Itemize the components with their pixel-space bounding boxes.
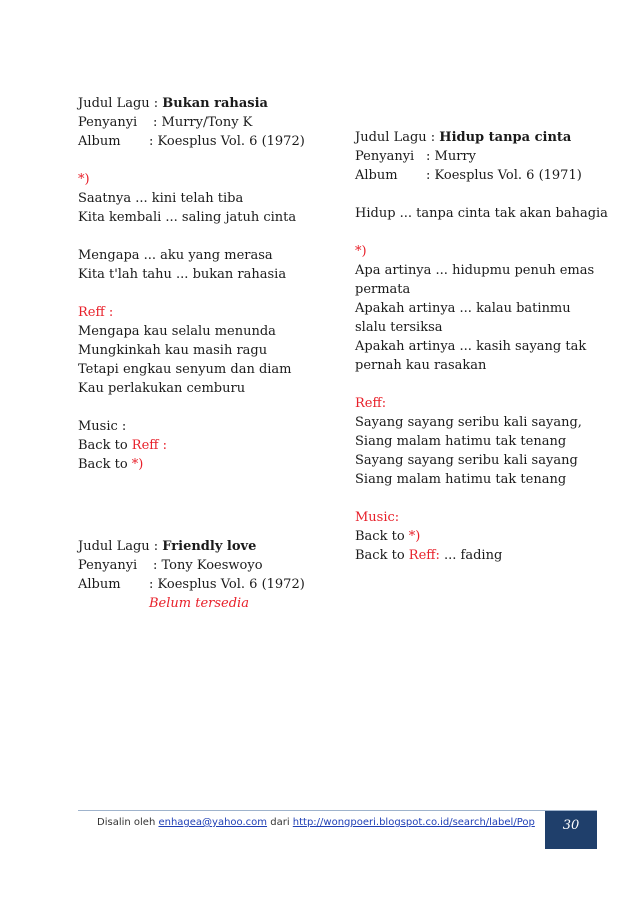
spacer (78, 151, 305, 170)
back-to-line (355, 546, 608, 565)
music-label: Music : (78, 419, 127, 434)
reff-line: Tetapi engkau senyum dan diam (78, 362, 292, 377)
footer-middle: dari (267, 817, 293, 828)
back-to-text: Back to (78, 438, 132, 453)
back-target: *) (131, 457, 144, 472)
verse-marker: *) (78, 172, 90, 187)
verse-line: pernah kau rasakan (355, 358, 487, 373)
song-hidup-tanpa-cinta (355, 128, 608, 565)
album-line (78, 132, 305, 151)
album-label: Album (355, 168, 398, 183)
song-title: Hidup tanpa cinta (439, 130, 572, 145)
singer-line (78, 113, 305, 132)
song-friendly-love (78, 537, 305, 613)
reff-line: Mungkinkah kau masih ragu (78, 343, 268, 358)
singer-value: : Tony Koeswoyo (153, 558, 263, 573)
lyric-line: Kita kembali ... saling jatuh cinta (78, 210, 297, 225)
footer-prefix: Disalin oleh (97, 817, 159, 828)
verse-line: permata (355, 282, 411, 297)
verse-line: Apakah artinya ... kasih sayang tak (355, 339, 587, 354)
verse-line: Apakah artinya ... kalau batinmu (355, 301, 571, 316)
spacer (355, 375, 608, 394)
verse-marker: *) (355, 244, 367, 259)
back-suffix: ... fading (439, 548, 503, 563)
song-title-line (78, 537, 305, 556)
back-to-line (355, 527, 608, 546)
verse-line: Apa artinya ... hidupmu penuh emas (355, 263, 595, 278)
footer-credit (97, 817, 535, 828)
back-target: Reff: (408, 548, 440, 563)
album-label: Album (78, 577, 121, 592)
back-target: *) (408, 529, 421, 544)
spacer (355, 489, 608, 508)
album-label: Album (78, 134, 121, 149)
back-to-text: Back to (355, 529, 409, 544)
reff-line: Siang malam hatimu tak tenang (355, 434, 567, 449)
reff-line: Sayang sayang seribu kali sayang (355, 453, 578, 468)
reff-label: Reff : (78, 305, 114, 320)
singer-value: : Murry/Tony K (153, 115, 253, 130)
footer-divider (78, 810, 597, 811)
lyric-line: Saatnya ... kini telah tiba (78, 191, 244, 206)
singer-label: Penyanyi (355, 149, 415, 164)
status-note: Belum tersedia (149, 596, 249, 611)
reff-label: Reff: (355, 396, 387, 411)
reff-line: Siang malam hatimu tak tenang (355, 472, 567, 487)
footer-email-link[interactable]: enhagea@yahoo.com (158, 817, 268, 828)
song-title: Bukan rahasia (162, 96, 268, 111)
footer-url-link[interactable]: http://wongpoeri.blogspot.co.id/search/label/Pop (292, 817, 535, 828)
singer-line (355, 147, 608, 166)
album-line (355, 166, 608, 185)
spacer (355, 223, 608, 242)
back-to-line (78, 436, 305, 455)
song-title: Friendly love (162, 539, 257, 554)
singer-label: Penyanyi (78, 558, 138, 573)
title-label: Judul Lagu : (78, 539, 163, 554)
album-value: : Koesplus Vol. 6 (1972) (149, 134, 305, 149)
lyric-line: Kita t'lah tahu ... bukan rahasia (78, 267, 287, 282)
reff-line: Sayang sayang seribu kali sayang, (355, 415, 582, 430)
back-to-text: Back to (78, 457, 132, 472)
title-label: Judul Lagu : (78, 96, 163, 111)
singer-value: : Murry (426, 149, 476, 164)
singer-line (78, 556, 305, 575)
spacer (355, 185, 608, 204)
page-number: 30 (562, 818, 580, 833)
spacer (78, 227, 305, 246)
song-title-line (78, 94, 305, 113)
song-bukan-rahasia (78, 94, 305, 474)
back-to-line (78, 455, 305, 474)
album-value: : Koesplus Vol. 6 (1972) (149, 577, 305, 592)
verse-line: slalu tersiksa (355, 320, 443, 335)
back-target: Reff : (131, 438, 168, 453)
song-title-line (355, 128, 608, 147)
spacer (78, 284, 305, 303)
intro-line: Hidup ... tanpa cinta tak akan bahagia (355, 206, 608, 221)
back-to-text: Back to (355, 548, 409, 563)
page-number-box (545, 811, 597, 849)
music-label: Music: (355, 510, 400, 525)
singer-label: Penyanyi (78, 115, 138, 130)
album-value: : Koesplus Vol. 6 (1971) (426, 168, 582, 183)
lyric-line: Mengapa ... aku yang merasa (78, 248, 273, 263)
reff-line: Kau perlakukan cemburu (78, 381, 246, 396)
title-label: Judul Lagu : (355, 130, 440, 145)
spacer (78, 398, 305, 417)
album-line (78, 575, 305, 594)
reff-line: Mengapa kau selalu menunda (78, 324, 276, 339)
